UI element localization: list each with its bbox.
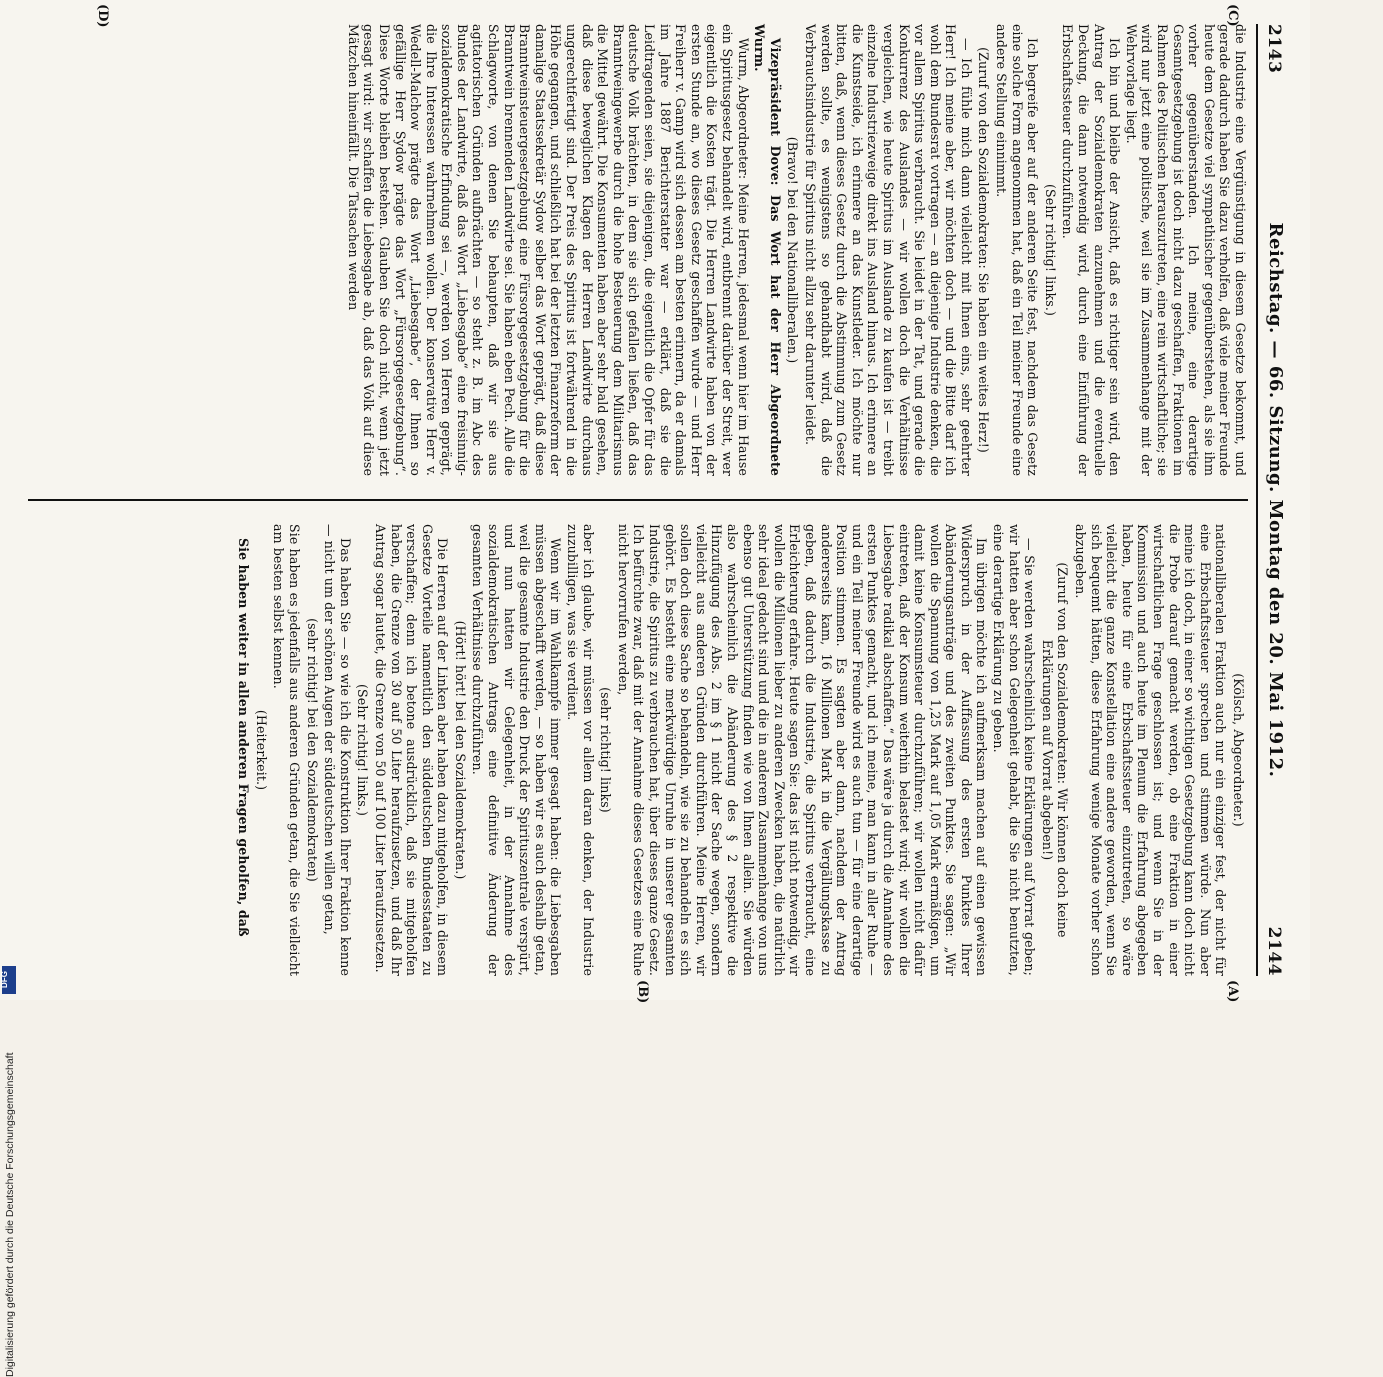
paragraph: Wurm, Abgeordneter: Meine Herren, jedesmal wenn hier im Hause ein Spiritusgesetz behandelt wird, entbrennt darüber der Streit, wer eigentlich die Kosten trägt. Die Herren Landwirte haben von der ersten Stunde an, wo dieses Gesetz geschaffen wurde — und Herr Freiherr v. Gamp wird sich dessen am besten erinnern, da er damals im Jahre 1887 Berichterstatter war — erklärt, daß sie die Leidtragenden seien, sie diejenigen, die eigentlich die Opfer für das deutsche Volk brächten, in dem sie sich gefallen ließen, daß das Branntweingewerbe durch die hohe Besteuerung dem Militarismus die Mittel gewährt. Die Konsumenten haben aber sehr bald gesehen, daß diese beweglichen Klagen der Herren Landwirte durchaus ungerechtfertigt sind. Der Preis des Spiritus ist fortwährend in die Höhe gegangen, und schließlich hat bei der letzten Finanzreform der damalige Staatssekretär Sydow selber das Wort geprägt, daß diese Branntweinsteuergesetzgebung eine Fürsorgegesetzgebung für die Branntwein brennenden Landwirte sei. Sie haben eben Pech. Alle die Schlagworte, von denen Sie behaupten, daß wir sie aus agitatorischen Gründen aufbrächten — so steht z. B. im Abc des Bundes der Landwirte, daß das Wort „Liebesgabe“ eine freisinnig-sozialdemokratische Erfindung sei —, werden von Herren geprägt, die Ihre Interessen wahrnehmen wollen. Der konservative Herr v. Wedell-Malchow prägte das Wort „Liebesgabe“, der Ihnen so gefällige Herr Sydow prägte das Wort „Fürsorgegesetzgebung“. Diese Worte bleiben bestehen. Glauben Sie doch nicht, wenn jetzt gesagt wird: wir schaffen die Liebesgabe ab, daß das Volk auf diese Mätzchen hineinfällt. Die Tatsachen werden [345,24,751,476]
paragraph: Sie haben weiter in allen anderen Fragen geholfen, daß [236,538,252,937]
paragraph: Die Herren auf der Linken aber haben dazu mitgeholfen, in diesem Gesetze Vorteile namentlich den süddeutschen Bundesstaaten zu verschaffen; denn ich betone ausdrücklich, daß sie mitgeholfen haben, die Grenze von 30 auf 50 Liter heraufzusetzen, und daß Ihr Antrag sogar lautet, die Grenze von 50 auf 100 Liter heraufzusetzen. [372,524,451,976]
paragraph: Ich bin und bleibe der Ansicht, daß es richtiger sein wird, den Antrag der Sozialdemokraten anzunehmen und die eventuelle Deckung, die dann notwendig wird, durch eine Einführung der Erbschaftssteuer durchzuführen. [1060,24,1123,476]
interjection: (sehr richtig! links) [598,687,614,813]
page-header [1260,24,1288,976]
paragraph: Das haben Sie — so wie ich die Konstruktion Ihrer Fraktion kenne — nicht um der schönen Augen der süddeutschen willen getan, [322,524,353,976]
interjection: (Sehr richtig! links.) [1042,184,1058,316]
paragraph: Ich begreife aber auf der anderen Seite fest, nachdem das Gesetz eine solche Form angenommen hat, daß ein Teil meiner Freunde eine andere Stellung einnimmt. [994,24,1041,476]
margin-marker-d: (D) [95,4,110,28]
header-rule [1256,24,1258,976]
interjection: (sehr richtig! bei den Sozialdemokraten) [304,618,320,882]
interjection: (Zuruf von den Sozialdemokraten: Wir können doch keine Erklärungen auf Vorrat abgeben!) [1039,562,1071,938]
paragraph: die Industrie eine Vergünstigung in diesem Gesetze bekommt, und gerade dadurch haben Sie dazu verholfen, daß viele meiner Freunde heute dem Gesetze viel sympathischer gegenüberstehen, als sie ihm vorher gegenüberstanden. Ich meine, eine derartige Gesamtgesetzgebung ist doch nicht dazu geschaffen, Fraktionen im Rahmen des Politischen herauszutreten, eine rein wirtschaftliche; sie wird nur jetzt eine politische, weil sie im Zusammenhange mit der Wehrvorlage liegt. [1123,24,1248,476]
interjection: (Bravo! bei den Nationalliberalen.) [785,136,801,364]
interjection: (Sehr richtig! links.) [355,684,371,816]
right-column [28,524,1248,976]
page-number-left: 2143 [1264,24,1284,74]
interjection: (Heiterkeit.) [253,709,269,791]
speaker-line: Vizepräsident Dove: Das Wort hat der Herr Abgeordnete Wurm. [752,24,783,476]
left-column [28,24,1248,476]
interjection: (Hört! hört! bei den Sozialdemokraten.) [452,620,468,880]
paragraph: nationalliberalen Fraktion auch nur ein einziger fest, der nicht für eine Erbschaftssteuer sprechen und stimmen würde. Nun aber meine ich doch, in einer so wichtigen Gesetzgebung kann doch nicht die Probe darauf gemacht werden, ob eine Fraktion in einer wirtschaftlichen Frage geschlossen ist; und wenn Sie in der Kommission und auch heute im Plenum die Erfahrung abgegeben haben, heute für eine Erbschaftssteuer einzutreten, so wäre vielleicht die ganze Konstellation eine andere geworden, wenn Sie sich bequemt hätten, diese Erfahrung wenige Monate vorher schon abzugeben. [1073,524,1229,976]
paragraph: — Ich fühle mich dann vielleicht mit Ihnen eins, sehr geehrter Herr! Ich meine aber, wir möchten doch — und die Bitte darf ich wohl dem Bundesrat vortragen — an diejenige Industrie denken, die vor allem Spiritus verbraucht. Sie leidet in der Tat, und gerade die Konkurrenz des Auslandes — wir wollen doch die Verhältnisse vergleichen, wie heute Spiritus im Auslande zu kaufen ist — treibt einzelne Industriezweige direkt ins Ausland hinaus. Ich erinnere an die Kunstseide, ich erinnere an das Kunstleder. Ich möchte nur bitten, daß, wenn dieses Gesetz durch die Abstimmung zum Gesetz werden sollte, es wenigstens so gehandhabt wird, daß die Verbrauchsindustrie für Spiritus nicht allzu sehr darunter leidet. [802,24,974,476]
column-divider [28,499,1248,501]
header-title: Reichstag. — 66. Sitzung. Montag den 20. Mai 1912. [1265,222,1286,778]
digitization-credit [4,605,18,1377]
page-number-right: 2144 [1264,926,1284,976]
dfg-logo [2,966,16,994]
footer-text: Digitalisierung gefördert durch die Deutsche Forschungsgemeinschaft [4,1052,16,1377]
paragraph: Wenn wir im Wahlkampfe immer gesagt haben: die Liebesgaben müssen abgeschafft werden, — so haben wir es auch deshalb getan, weil die gesamte Industrie den Druck der Spirituszentrale verspürt, und nun hatten wir Gelegenheit, in der Annahme des sozialdemokratischen Antrags eine definitive Änderung der gesamten Verhältnisse durchzuführen. [470,524,564,976]
paragraph: Sie haben es jedenfalls aus anderen Gründen getan, die Sie vielleicht am besten selbst kennen. [271,524,302,976]
paragraph: Im übrigen möchte ich aufmerksam machen auf einen gewissen Widerspruch in der Auffassung des ersten Punktes Ihrer Abänderungsanträge und des zweiten Punktes. Sie sagen: „Wir wollen die Spannung von 1,25 Mark auf 1,05 Mark ermäßigen, um damit keine Konsumsteuer durchzuführen; wir wollen nicht dafür eintreten, daß der Konsum weiterhin belastet wird; wir wollen die Liebesgabe radikal abschaffen.“ Das wäre ja durch die Annahme des ersten Punktes gemacht, und ich meine, man kann in aller Ruhe — und ein Teil meiner Freunde wird es auch tun — für eine derartige Position stimmen. Es sagten aber dann, nachdem der Antrag andererseits kam, 16 Millionen Mark in die Vergällungskasse zu geben, daß dadurch die Industrie, die Spiritus verbraucht, eine Erleichterung erfahre. Heute sagen Sie: das ist nicht notwendig, wir wollen die Millionen lieber zu anderen Zwecken haben, die natürlich sehr ideal gedacht sind und die in anderem Zusammenhange von uns ebenso gut Unterstützung finden wie von Ihnen allein. Sie würden also wahrscheinlich die Abänderung des § 2 respektive die Hinzufügung des Abs. 2 im § 1 nicht der Sache wegen, sondern vielleicht aus anderen Gründen durchführen. Meine Herren, wir sollen doch diese Sache so behandeln, wie sie zu behandeln es sich gehört. Es besteht eine merkwürdige Unruhe in unserer gesamten Industrie, die Spiritus zu verbrauchen hat, über dieses ganze Gesetz. Ich befürchte zwar, daß mit der Annahme dieses Gesetzes eine Ruhe nicht hervorrufen werden, [615,524,990,976]
dfg-logo-text: DFG [0,971,9,988]
interjection: (Zuruf von den Sozialdemokraten: Sie haben ein weites Herz!) [976,47,992,453]
speaker-running-head: (Kölsch, Abgeordneter.) [1231,673,1246,827]
paragraph: aber ich glaube, wir müssen vor allem daran denken, der Industrie zuzubilligen, was sie verdient. [565,524,596,976]
margin-marker-b: (B) [635,980,650,1004]
paragraph: — Sie werden wahrscheinlich keine Erklärungen auf Vorrat geben; wir hatten aber schon Gelegenheit gehabt, die Sie nicht benutzten, eine derartige Erklärung zu geben. [991,524,1038,976]
margin-marker-a: (A) [1225,980,1240,1003]
margin-marker-c: (C) [1225,4,1240,27]
